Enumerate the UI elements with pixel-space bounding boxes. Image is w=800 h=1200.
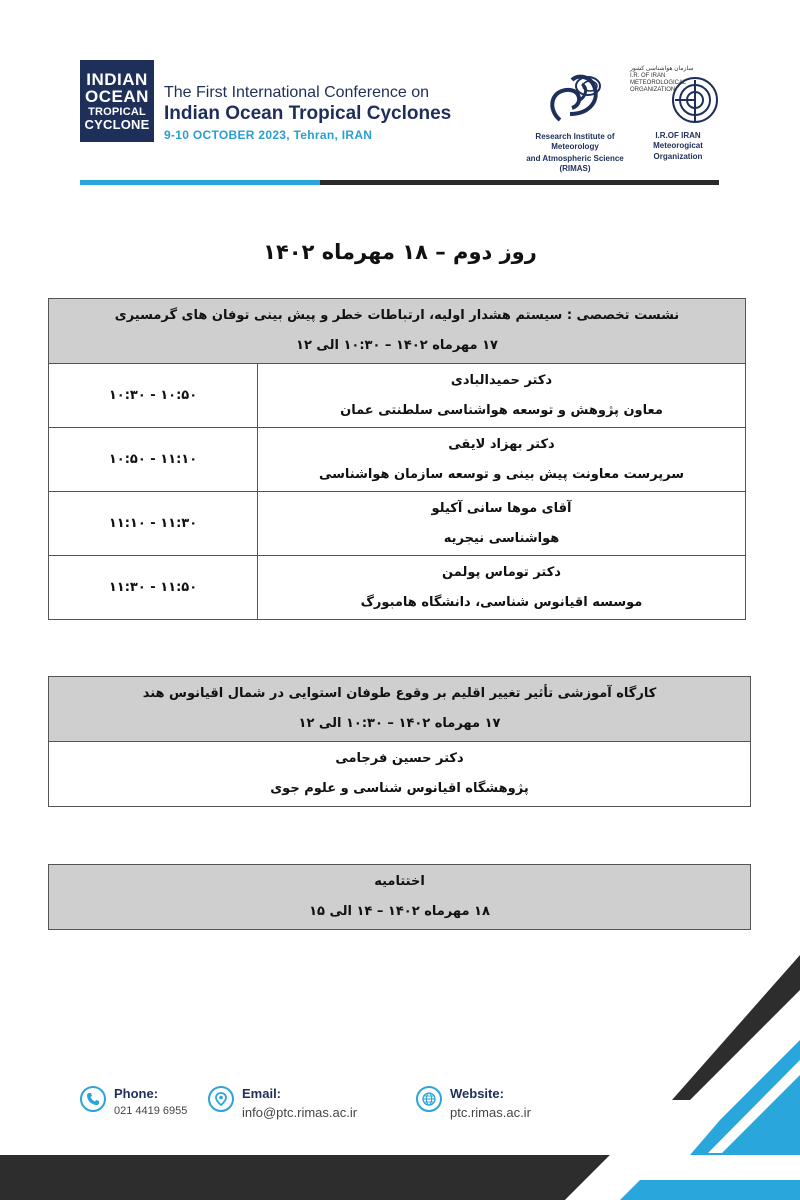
footer-stripe-blue xyxy=(690,1040,800,1155)
time-slot: ۱۱:۳۰ - ۱۱:۱۰ xyxy=(49,492,258,556)
rimas-emblem-icon xyxy=(540,70,610,126)
speaker-name: دکتر بهزاد لایقی xyxy=(448,436,555,452)
time-slot: ۱۱:۵۰ - ۱۱:۳۰ xyxy=(49,556,258,620)
email-value[interactable]: info@ptc.rimas.ac.ir xyxy=(242,1105,358,1120)
speaker-cell xyxy=(258,556,746,620)
speaker-affiliation: سرپرست معاونت پیش بینی و توسعه سازمان هواشناسی xyxy=(318,466,685,482)
session1-header xyxy=(49,299,746,364)
closing-time: ۱۸ مهرماه ۱۴۰۲ – ۱۴ الی ۱۵ xyxy=(309,904,490,919)
session2-table xyxy=(48,676,751,807)
irimo-small-line: ORGANIZATION xyxy=(630,86,676,93)
speaker-name: دکتر حسین فرجامی xyxy=(335,751,464,766)
irimo-small-text xyxy=(630,66,693,94)
location-pin-icon xyxy=(208,1086,234,1112)
speaker-affiliation: هواشناسی نیجریه xyxy=(443,530,560,546)
rimas-name-line2: and Atmospheric Science (RIMAS) xyxy=(526,154,624,173)
closing-title: اختتامیه xyxy=(374,874,425,889)
conference-logo xyxy=(80,60,154,142)
speaker-name: دکتر توماس پولمن xyxy=(442,564,561,580)
footer-bar-gap xyxy=(565,1155,800,1200)
footer-stripe-white xyxy=(708,1060,800,1153)
phone-icon xyxy=(80,1086,106,1112)
session2-time: ۱۷ مهرماه ۱۴۰۲ – ۱۰:۳۰ الی ۱۲ xyxy=(298,716,501,731)
speaker-affiliation: پژوهشگاه اقیانوس شناسی و علوم جوی xyxy=(270,781,529,796)
header-divider-blue xyxy=(80,180,320,185)
session2-speaker-cell xyxy=(49,742,751,807)
conference-title: Indian Ocean Tropical Cyclones xyxy=(164,103,452,124)
table-row xyxy=(49,492,746,556)
speaker-cell xyxy=(258,428,746,492)
conference-date: 9-10 OCTOBER 2023, Tehran, IRAN xyxy=(164,128,373,142)
conference-title-block xyxy=(164,84,451,142)
contact-website xyxy=(416,1086,531,1120)
website-label: Website: xyxy=(450,1086,504,1101)
table-row xyxy=(49,556,746,620)
closing-table xyxy=(48,864,751,930)
session1-time: ۱۷ مهرماه ۱۴۰۲ – ۱۰:۳۰ الی ۱۲ xyxy=(296,338,498,353)
speaker-cell xyxy=(258,492,746,556)
logo-line: CYCLONE xyxy=(84,117,150,132)
footer-bar-dark xyxy=(0,1155,610,1200)
session1-table xyxy=(48,298,746,620)
time-slot: ۱۱:۱۰ - ۱۰:۵۰ xyxy=(49,428,258,492)
conference-subtitle: The First International Conference on xyxy=(164,84,430,101)
session2-header xyxy=(49,677,751,742)
header-divider-dark xyxy=(320,180,719,185)
irimo-name-line2: Organization xyxy=(653,152,703,161)
speaker-affiliation: معاون پژوهش و توسعه هواشناسی سلطنتی عمان xyxy=(340,402,663,418)
contact-phone xyxy=(80,1086,187,1117)
phone-label: Phone: xyxy=(114,1086,159,1101)
logo-line: TROPICAL xyxy=(88,106,146,118)
logo-line: OCEAN xyxy=(85,87,149,106)
session2-title: کارگاه آموزشی تأثیر تغییر اقلیم بر وقوع طوفان استوایی در شمال اقیانوس هند xyxy=(142,686,657,701)
website-value[interactable]: ptc.rimas.ac.ir xyxy=(450,1105,531,1120)
contact-email xyxy=(208,1086,357,1120)
speaker-name: آقای موها سانی آکیلو xyxy=(431,500,572,516)
rimas-name-line1: Research Institute of Meteorology xyxy=(535,132,615,151)
time-slot: ۱۰:۵۰ - ۱۰:۳۰ xyxy=(49,364,258,428)
speaker-affiliation: موسسه اقیانوس شناسی، دانشگاه هامبورگ xyxy=(360,594,643,610)
rimas-logo xyxy=(520,70,630,174)
irimo-logo xyxy=(630,66,726,162)
speaker-cell xyxy=(258,364,746,428)
phone-value[interactable]: 021 4419 6955 xyxy=(114,1105,188,1117)
footer-stripe-dark xyxy=(672,955,800,1100)
globe-icon xyxy=(416,1086,442,1112)
footer-bar-blue xyxy=(620,1180,800,1200)
irimo-name-line1: I.R.OF IRAN Meteorogicat xyxy=(653,131,703,150)
email-label: Email: xyxy=(242,1086,282,1101)
speaker-name: دکتر حمیدالبادی xyxy=(450,372,553,388)
session1-title: نشست تخصصی : سیستم هشدار اولیه، ارتباطات خطر و پیش بینی توفان های گرمسیری xyxy=(114,308,680,323)
irimo-small-line: METEOROLOGICAL xyxy=(630,79,687,86)
irimo-small-line: I.R. OF IRAN xyxy=(630,72,666,79)
table-row xyxy=(49,428,746,492)
logo-line: INDIAN xyxy=(86,70,148,89)
table-row xyxy=(49,364,746,428)
irimo-small-line: سازمان هواشناسی کشور xyxy=(630,66,694,72)
day-title: روز دوم – ۱۸ مهرماه ۱۴۰۲ xyxy=(263,240,537,264)
closing-header xyxy=(49,865,751,930)
